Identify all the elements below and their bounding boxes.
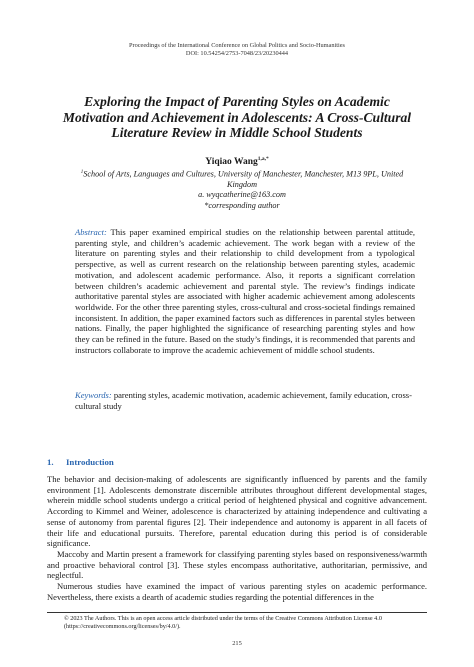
- author-line: [0, 154, 474, 168]
- abstract-label: Abstract:: [75, 227, 107, 237]
- abstract: [75, 227, 415, 355]
- license-footnote: [64, 615, 427, 630]
- paper-title: Exploring the Impact of Parenting Styles on Academic Motivation and Achievement in Adolescents: A Cross-Cultural Literature Review in Middle School Students: [62, 94, 412, 141]
- paragraph: The behavior and decision-making of adolescents are significantly influenced by parents and the family environment [1]. Adolescents demonstrate discernible attributes throughout different developmental stages, wherein middle school students undergo a critical period of heightened physical and cognitive advancement. According to Kimmel and Weiner, adolescence is characterized by attaining independence and cultivating a sense of autonomy from parental figures [2]. Their independence and autonomy is apparent in all facets of their life and educational pursuits. Therefore, parental education during this period is of considerable significance.: [47, 474, 427, 549]
- page-number: 215: [232, 640, 242, 647]
- header-doi: DOI: 10.54254/2753-7048/23/20230444: [185, 50, 289, 57]
- section-number: 1.: [47, 457, 54, 467]
- keywords-text: parenting styles, academic motivation, academic achievement, family education, cross-cultural study: [75, 390, 412, 411]
- paragraph: Numerous studies have examined the impact of various parenting styles on academic performance. Nevertheless, there exists a dearth of academic studies regarding the potential differences in the: [47, 581, 427, 602]
- abstract-text: This paper examined empirical studies on the relationship between parental attitude, parenting style, and children’s academic achievement. The work began with a review of the literature on parenting styles and their relationship to child development from a typological perspective, as well as current research on the relationship between parenting styles, academic motivation, and adolescent academic performance. Also, it reports a significant correlation between children’s academic achievement and parental style. The review’s findings indicate authoritative parental styles are associated with higher academic achievement among adolescents worldwide. For the other three parenting styles, cross-cultural and cross-societal findings remained inconsistent. In addition, the paper examined factors such as differences in parental styles between nations. Finally, the paper highlighted the significance of researching parenting styles and how they can be refined in the future. Based on the study’s findings, it is recommended that parents and instructors collaborate to improve the academic achievement of middle school students.: [75, 227, 416, 355]
- license-text: © 2023 The Authors. This is an open access article distributed under the terms of the Creative Commons Attribution License 4.0: [64, 615, 382, 622]
- corresponding-note: *corresponding author: [204, 200, 280, 210]
- affiliation-mark: 1: [80, 170, 84, 175]
- header-conference: Proceedings of the International Conference on Global Politics and Socio-Humanities: [129, 42, 345, 49]
- body-text: [47, 474, 427, 602]
- affiliation-line: [70, 168, 414, 190]
- license-link[interactable]: (https://creativecommons.org/licenses/by/4.0/).: [64, 622, 181, 630]
- keywords-label: Keywords:: [75, 390, 112, 400]
- proceedings-header: [0, 42, 474, 58]
- section-heading: [47, 457, 427, 468]
- footnote-divider: [47, 612, 427, 613]
- author-email[interactable]: a. wyqcatherine@163.com: [198, 190, 286, 200]
- paragraph: Maccoby and Martin present a framework for classifying parenting styles based on responsiveness/warmth and proactive behavioral control [3]. These styles encompass authoritative, authoritarian, permissive, and neglectful.: [47, 548, 427, 581]
- affiliation-text: School of Arts, Languages and Cultures, University of Manchester, Manchester, M13 9PL, United Kingdom: [83, 169, 404, 190]
- author-name: Yiqiao Wang: [205, 157, 258, 168]
- keywords: [75, 390, 415, 411]
- author-marks: 1,a,*: [257, 156, 269, 162]
- affiliation-block: [70, 168, 414, 211]
- section-title: Introduction: [66, 457, 114, 467]
